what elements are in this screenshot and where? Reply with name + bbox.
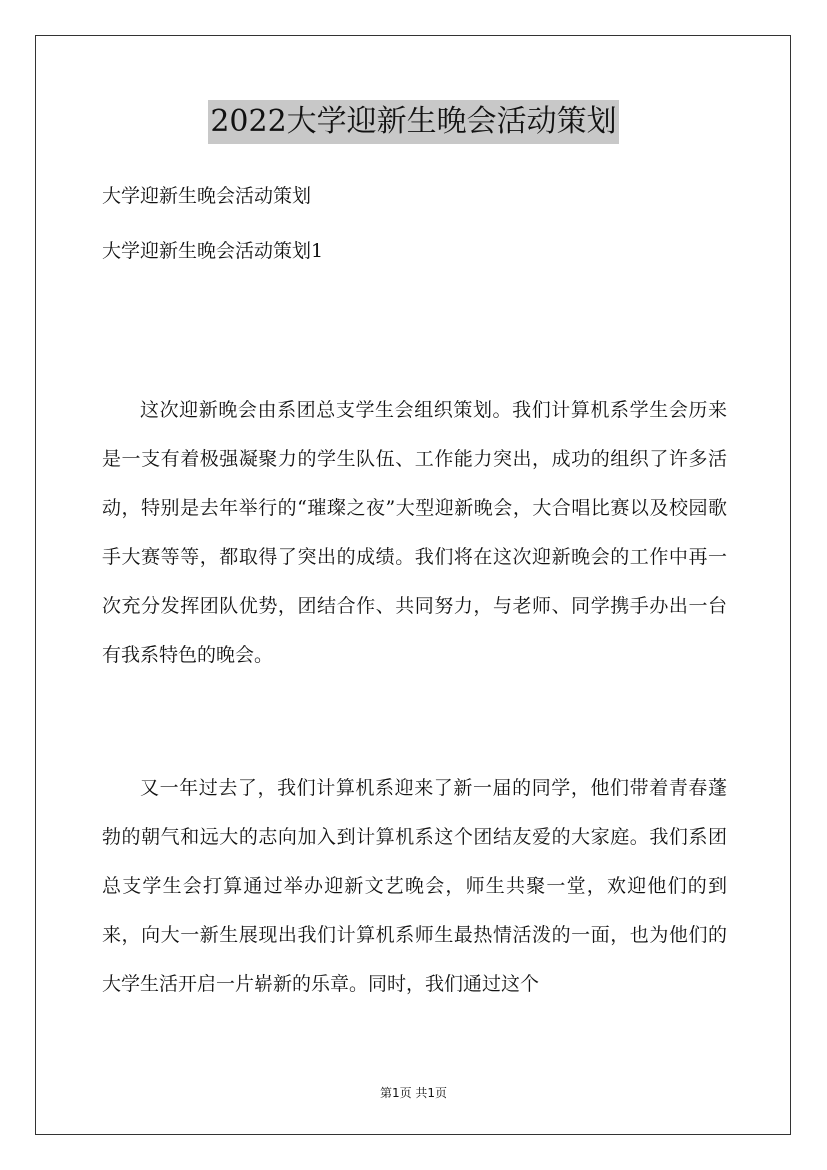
document-subtitle: 大学迎新生晚会活动策划 [102,185,312,207]
title-container [0,100,827,144]
body-paragraph: 又一年过去了，我们计算机系迎来了新一届的同学，他们带着青春蓬勃的朝气和远大的志向加入到计算机系这个团结友爱的大家庭。我们系团总支学生会打算通过举办迎新文艺晚会，师生共聚一堂，欢迎他们的到来，向大一新生展现出我们计算机系师生最热情活泼的一面，也为他们的大学生活开启一片崭新的乐章。同时，我们通过这个 [102,777,727,995]
section-heading: 大学迎新生晚会活动策划1 [102,240,324,262]
document-title: 2022大学迎新生晚会活动策划 [208,100,618,144]
body-paragraph: 这次迎新晚会由系团总支学生会组织策划。我们计算机系学生会历来是一支有着极强凝聚力的学生队伍、工作能力突出，成功的组织了许多活动，特别是去年举行的“璀璨之夜”大型迎新晚会，大合唱比赛以及校园歌手大赛等等，都取得了突出的成绩。我们将在这次迎新晚会的工作中再一次充分发挥团队优势，团结合作、共同努力，与老师、同学携手办出一台有我系特色的晚会。 [102,399,727,666]
page-footer: 第1页 共1页 [379,1086,448,1100]
